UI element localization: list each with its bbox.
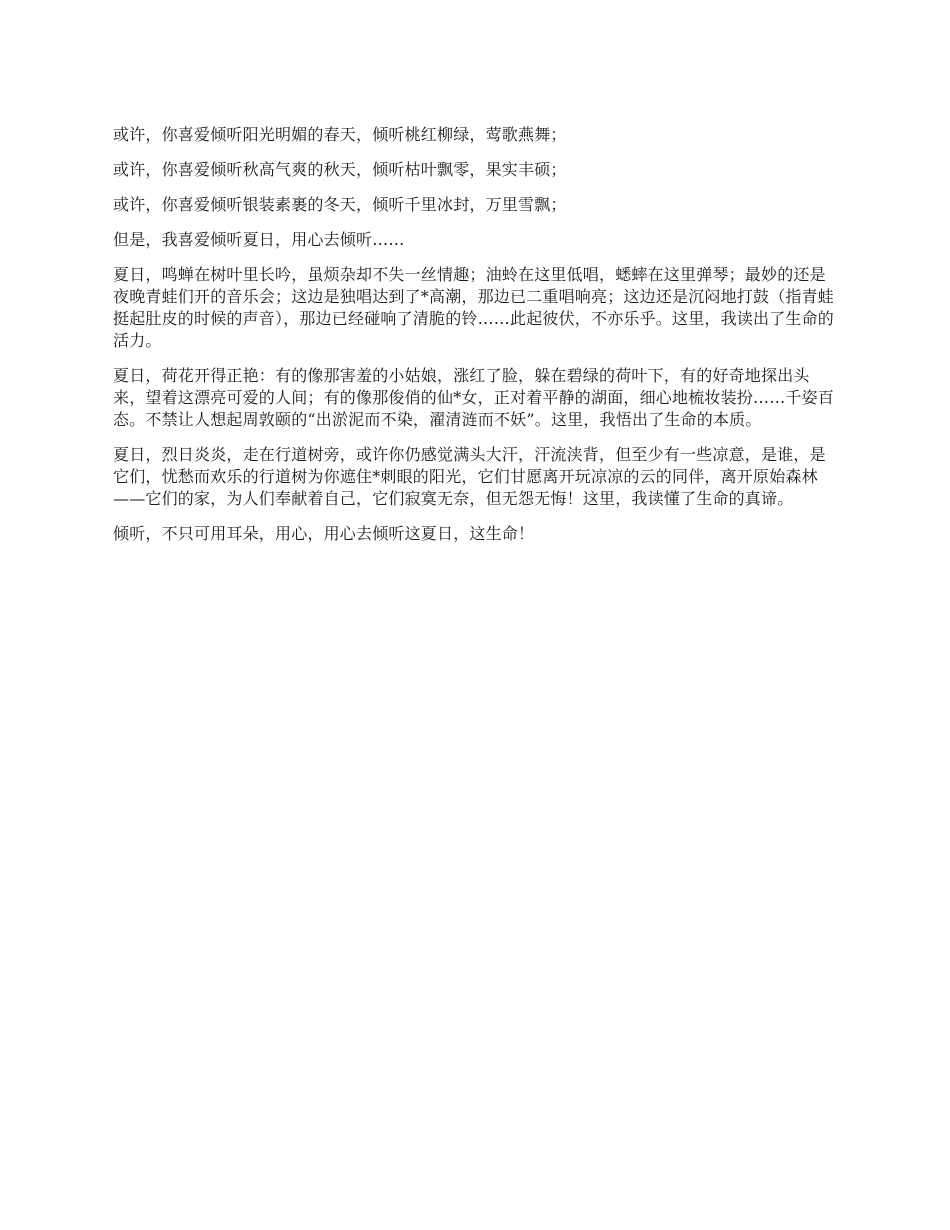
paragraph-summer-intro: 但是，我喜爱倾听夏日，用心去倾听…… <box>113 230 405 249</box>
document-body <box>113 124 838 558</box>
paragraph-winter: 或许，你喜爱倾听银装素裹的冬天，倾听千里冰封，万里雪飘； <box>113 195 567 214</box>
paragraph-spring: 或许，你喜爱倾听阳光明媚的春天，倾听桃红柳绿，莺歌燕舞； <box>113 125 567 144</box>
paragraph-autumn: 或许，你喜爱倾听秋高气爽的秋天，倾听枯叶飘零，果实丰硕； <box>113 160 567 179</box>
paragraph-conclusion: 倾听，不只可用耳朵，用心，用心去倾听这夏日，这生命！ <box>113 524 535 543</box>
paragraph-summer-trees: 夏日，烈日炎炎，走在行道树旁，或许你仍感觉满头大汗，汗流浃背，但至少有一些凉意，是谁，是它们，忧愁而欢乐的行道树为你遮住*刺眼的阳光，它们甘愿离开玩凉凉的云的同伴，离开原始森林——它们的家，为人们奉献着自己，它们寂寞无奈，但无怨无悔！这里，我读懂了生命的真谛。 <box>113 445 826 508</box>
paragraph-summer-sounds: 夏日，鸣蝉在树叶里长吟，虽烦杂却不失一丝情趣；油蛉在这里低唱，蟋蟀在这里弹琴；最妙的还是夜晚青蛙们开的音乐会；这边是独唱达到了*高潮，那边已二重唱响亮；这边还是沉闷地打鼓（指青蛙挺起肚皮的时候的声音），那边已经碰响了清脆的铃……此起彼伏，不亦乐乎。这里，我读出了生命的活力。 <box>113 265 835 350</box>
paragraph-summer-lotus: 夏日，荷花开得正艳：有的像那害羞的小姑娘，涨红了脸，躲在碧绿的荷叶下，有的好奇地探出头来，望着这漂亮可爱的人间；有的像那俊俏的仙*女，正对着平静的湖面，细心地梳妆装扮……千姿百态。不禁让人想起周敦颐的“出淤泥而不染，濯清涟而不妖”。这里，我悟出了生命的本质。 <box>113 366 835 429</box>
